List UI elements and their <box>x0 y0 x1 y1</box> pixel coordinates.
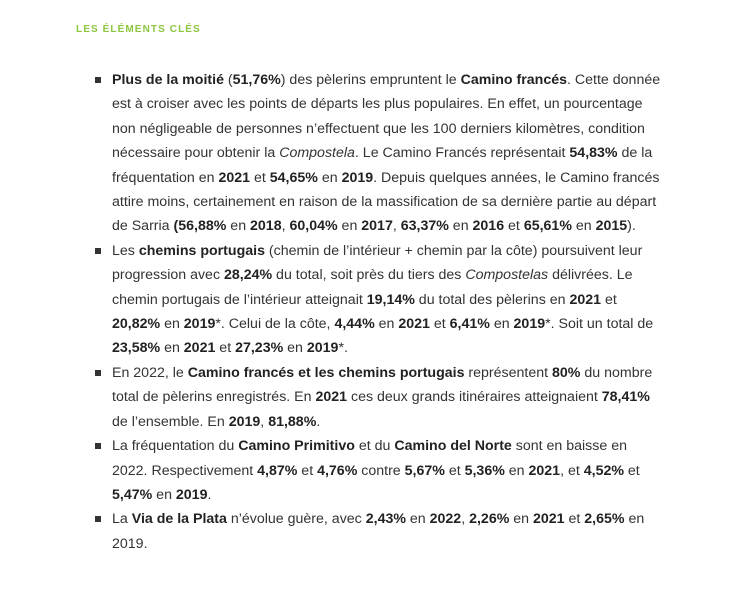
bold-text: 28,24% <box>223 267 273 284</box>
text-segment: en <box>226 218 251 235</box>
text-segment: en <box>152 486 176 503</box>
list-item <box>93 434 663 507</box>
bold-text: 2018 <box>250 218 282 235</box>
bold-text: 23,58% <box>112 340 161 357</box>
text-segment: ces deux grands itinéraires atteignaient <box>347 389 602 406</box>
text-segment: Les <box>112 242 139 259</box>
text-segment: et <box>444 462 465 479</box>
bold-text: Camino francés et les chemins portugais <box>187 364 465 381</box>
bold-text: 4,76% <box>317 462 358 479</box>
bold-text: 2019 <box>228 413 261 430</box>
bold-text: 2021 <box>398 316 430 333</box>
bold-text: 5,67% <box>404 462 445 479</box>
bold-text: 65,61% <box>523 218 572 235</box>
text-segment: en <box>283 340 307 357</box>
text-segment: sont en baisse en 2022. Respectivement <box>112 438 627 479</box>
text-segment: . <box>143 535 148 552</box>
bold-text: 2,26% <box>469 511 510 528</box>
bold-text: 2019 <box>513 316 546 333</box>
text-segment: en <box>405 511 430 528</box>
text-segment: et <box>429 316 450 333</box>
text-segment: . Cette donnée est à croiser avec les points de départs les plus populaires. En effet, un pourcentage non négligeable de personnes n’effectuent que les 100 derniers kilomètres, condition nécessaire pour obtenir la <box>112 72 661 162</box>
text-segment: *. Celui de la côte, <box>215 316 335 333</box>
bold-text: 81,88% <box>268 413 317 430</box>
bold-text: chemins portugais <box>138 242 265 259</box>
text-segment: ( <box>223 72 233 88</box>
bold-text: 2019 <box>183 316 216 333</box>
bold-text: 5,36% <box>464 462 505 479</box>
italic-text: Compostela <box>279 145 355 162</box>
text-segment: et <box>564 511 585 528</box>
bold-text: 60,04% <box>289 218 338 235</box>
bold-text: Camino del Norte <box>394 438 512 455</box>
square-bullet-icon <box>95 516 101 522</box>
italic-text: Compostelas <box>465 267 549 284</box>
text-segment: , <box>260 413 269 430</box>
bold-text: 20,82% <box>112 316 161 333</box>
text-segment: du total, soit près du tiers des <box>272 267 466 284</box>
bold-text: 2016 <box>472 218 505 235</box>
bold-text: 2019 <box>175 486 208 503</box>
bold-text: 4,52% <box>583 462 624 479</box>
bold-text: 54,83% <box>569 145 618 162</box>
text-segment: en <box>337 218 362 235</box>
text-segment: En 2022, le <box>112 364 188 381</box>
bold-text: 4,87% <box>257 462 298 479</box>
text-segment: . <box>316 413 321 430</box>
square-bullet-icon <box>95 248 101 254</box>
square-bullet-icon <box>95 77 101 83</box>
text-segment: La <box>112 511 132 528</box>
text-segment: en <box>504 462 529 479</box>
text-segment: *. Soit un total de <box>545 316 654 333</box>
bold-text: 63,37% <box>400 218 449 235</box>
bold-text: 2019 <box>341 169 374 186</box>
text-segment: en <box>374 316 399 333</box>
list-item <box>93 68 663 239</box>
text-segment: , et <box>560 462 584 479</box>
text-segment: . <box>207 486 212 503</box>
text-segment: du total des pèlerins en <box>414 291 570 308</box>
section-heading: LES ÉLÉMENTS CLÉS <box>76 24 201 35</box>
text-segment: ) des pèlerins empruntent le <box>280 72 461 88</box>
text-segment: et <box>215 340 236 357</box>
bold-text: Plus de la moitié <box>112 72 224 88</box>
text-segment: (chemin de l’intérieur + chemin par la côte) poursuivent leur progression avec <box>112 242 643 284</box>
text-segment: du nombre total de pèlerins enregistrés. En <box>112 364 653 406</box>
bold-text: (56,88% <box>173 218 227 235</box>
text-segment: , <box>461 511 470 528</box>
bold-text: 2021 <box>569 291 602 308</box>
bold-text: 2017 <box>361 218 393 235</box>
bold-text: 51,76% <box>232 72 281 88</box>
bold-text: 27,23% <box>235 340 284 357</box>
bold-text: 2021 <box>533 511 565 528</box>
bold-text: 5,47% <box>112 486 153 503</box>
text-segment: délivrées. Le chemin portugais de l’intérieur atteignait <box>112 267 633 308</box>
text-segment: de la fréquentation en <box>112 145 653 186</box>
bold-text: 2021 <box>218 169 251 186</box>
text-segment: ). <box>627 218 636 235</box>
text-segment: en <box>160 340 184 357</box>
text-segment: , <box>281 218 290 235</box>
bold-text: 6,41% <box>449 316 490 333</box>
text-segment: et <box>250 169 270 186</box>
bold-text: 2021 <box>528 462 561 479</box>
bold-text: 2021 <box>183 340 216 357</box>
bold-text: 2019 <box>306 340 339 357</box>
list-item <box>93 239 663 361</box>
text-segment: en 20 <box>112 511 645 552</box>
square-bullet-icon <box>95 370 101 376</box>
text-segment: et du <box>354 438 395 455</box>
bold-text: 80% <box>552 364 581 381</box>
text-segment: , <box>392 218 401 235</box>
bold-text: 2015 <box>595 218 628 235</box>
bold-text: Camino francés <box>460 72 568 88</box>
text-segment: en <box>448 218 473 235</box>
bold-text: 19,14% <box>366 291 415 308</box>
text-segment: et <box>601 291 617 308</box>
text-segment: 19 <box>127 535 144 552</box>
text-segment: en <box>509 511 533 528</box>
text-segment: représentent <box>464 364 553 381</box>
text-segment: n’évolue guère, avec <box>226 511 366 528</box>
bold-text: 78,41% <box>601 389 650 406</box>
text-segment: *. <box>338 340 348 357</box>
bold-text: 54,65% <box>269 169 318 186</box>
text-segment: La fréquentation du <box>112 438 239 455</box>
text-segment: en <box>317 169 342 186</box>
bold-text: Camino Primitivo <box>238 438 355 455</box>
bold-text: 2021 <box>315 389 348 406</box>
text-segment: en <box>160 316 184 333</box>
text-segment: et <box>504 218 524 235</box>
square-bullet-icon <box>95 443 101 449</box>
bold-text: 2022 <box>429 511 462 528</box>
text-segment: en <box>571 218 596 235</box>
text-segment: en <box>489 316 514 333</box>
list-item <box>93 507 663 556</box>
text-segment: . Le Camino Francés représentait <box>354 145 570 162</box>
bold-text: 4,44% <box>334 316 375 333</box>
text-segment: . Depuis quelques années, le Camino francés attire moins, certainement en raison de la massification de sa dernière partie au départ de Sarria <box>112 169 660 235</box>
key-points-list <box>93 68 663 556</box>
text-segment: et <box>623 462 640 479</box>
bold-text: 2,43% <box>365 511 406 528</box>
text-segment: contre <box>357 462 405 479</box>
text-segment: de l’ensemble. En <box>112 413 229 430</box>
bold-text: Via de la Plata <box>131 511 227 528</box>
bold-text: 2,65% <box>584 511 625 528</box>
list-item <box>93 361 663 434</box>
text-segment: et <box>297 462 318 479</box>
